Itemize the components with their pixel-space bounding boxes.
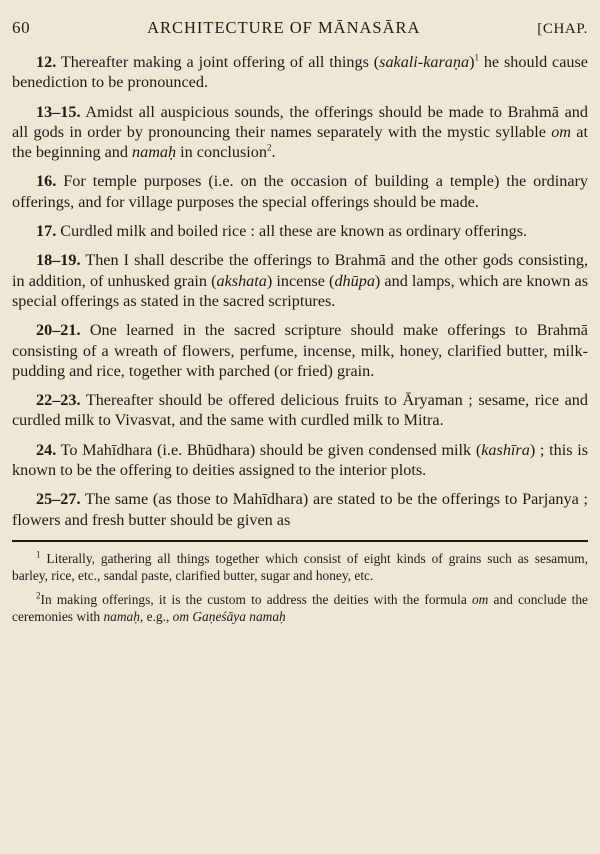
verse-number: 22–23. (36, 391, 81, 410)
footnote-ref: 2 (266, 142, 272, 153)
paragraph-verse-18-19 (12, 250, 588, 311)
sanskrit-term: akshata (216, 271, 267, 290)
page-number: 60 (12, 18, 31, 37)
sanskrit-term: om (471, 591, 489, 607)
paragraph-text: The same (as those to Mahīdhara) are stated to be the offerings to Parjanya ; flowers and fresh butter should be given as (12, 490, 588, 529)
verse-number: 20–21. (36, 321, 81, 340)
footnote-ref: 1 (474, 52, 479, 63)
paragraph-text: ) incense ( (266, 271, 335, 290)
verse-number: 12. (36, 53, 57, 71)
paragraph-verse-13-15 (12, 102, 588, 163)
paragraph-verse-24 (12, 440, 588, 481)
paragraph-verse-12 (12, 52, 588, 93)
sanskrit-term: kashīra (481, 440, 530, 459)
verse-number: 18–19. (36, 251, 81, 270)
sanskrit-term: namaḥ (103, 609, 140, 625)
footnote-text: and conclude the ceremonies with (12, 591, 588, 625)
paragraph-text: ) (469, 53, 475, 71)
footnote-mark: 2 (36, 590, 41, 601)
paragraph-text: ) ; this is known to be the offering to deities assigned to the interior plots. (12, 440, 588, 480)
sanskrit-term: om Gaṇeśāya namaḥ (172, 609, 286, 625)
paragraph-text: Curdled milk and boiled rice : all these are known as ordinary offerings. (56, 222, 528, 241)
verse-number: 13–15. (36, 102, 81, 121)
verse-number: 17. (36, 222, 57, 241)
body-text (12, 52, 588, 530)
sanskrit-term: om (551, 122, 571, 141)
footnotes (12, 550, 588, 626)
paragraph-verse-17 (12, 221, 588, 241)
paragraph-verse-16 (12, 171, 588, 212)
paragraph-text: To Mahīdhara (i.e. Bhūdhara) should be given condensed milk ( (56, 440, 482, 459)
paragraph-text: Amidst all auspicious sounds, the offerings should be made to Brahmā and all gods in order by pronouncing their names separately with the mystic syllable (12, 102, 588, 141)
footnote-text: , e.g., (139, 609, 173, 625)
paragraph-text: Then I shall describe the offerings to Brahmā and the other gods consisting, in addition, of unhusked grain ( (12, 251, 588, 290)
footnote-text: Literally, gathering all things together which consist of eight kinds of grains such as sesamum, barley, rice, etc., sandal paste, clarified butter, sugar and honey, etc. (12, 550, 588, 584)
running-head (12, 18, 588, 38)
sanskrit-term: sakali-karaṇa (379, 53, 470, 71)
footnote-2 (12, 591, 588, 626)
verse-number: 25–27. (36, 490, 81, 509)
verse-number: 24. (36, 440, 57, 459)
verse-number: 16. (36, 172, 57, 191)
paragraph-text: One learned in the sacred scripture should make offerings to Brahmā consisting of a wreath of flowers, perfume, incense, milk, honey, clarified butter, milk-pudding and rice, together with parched (or fried) grain. (12, 321, 588, 380)
sanskrit-term: dhūpa (334, 271, 375, 290)
footnote-divider (12, 540, 588, 542)
footnote-1 (12, 550, 588, 585)
running-title: ARCHITECTURE OF MĀNASĀRA (147, 18, 421, 37)
paragraph-text: Thereafter making a joint offering of all things ( (56, 53, 380, 71)
paragraph-text: in conclusion (176, 143, 267, 162)
paragraph-text: he should cause benediction to be pronounced. (12, 53, 588, 92)
footnote-text: In making offerings, it is the custom to address the deities with the formula (40, 591, 472, 607)
paragraph-text: Thereafter should be offered delicious fruits to Āryaman ; sesame, rice and curdled milk to Vivasvat, and the same with curdled milk to Mitra. (12, 391, 588, 430)
paragraph-verse-25-27 (12, 489, 588, 530)
paragraph-text: at the beginning and (12, 122, 588, 162)
paragraph-verse-20-21 (12, 320, 588, 381)
paragraph-verse-22-23 (12, 390, 588, 431)
sanskrit-term: namaḥ (132, 143, 177, 162)
paragraph-text: ) and lamps, which are known as special offerings as stated in the sacred scriptures. (12, 271, 588, 310)
chapter-marker: [CHAP. (537, 21, 588, 37)
paragraph-text: . (271, 143, 276, 162)
footnote-mark: 1 (36, 549, 41, 560)
paragraph-text: For temple purposes (i.e. on the occasion of building a temple) the ordinary offerings, and for village purposes the special offerings should be made. (12, 172, 588, 211)
